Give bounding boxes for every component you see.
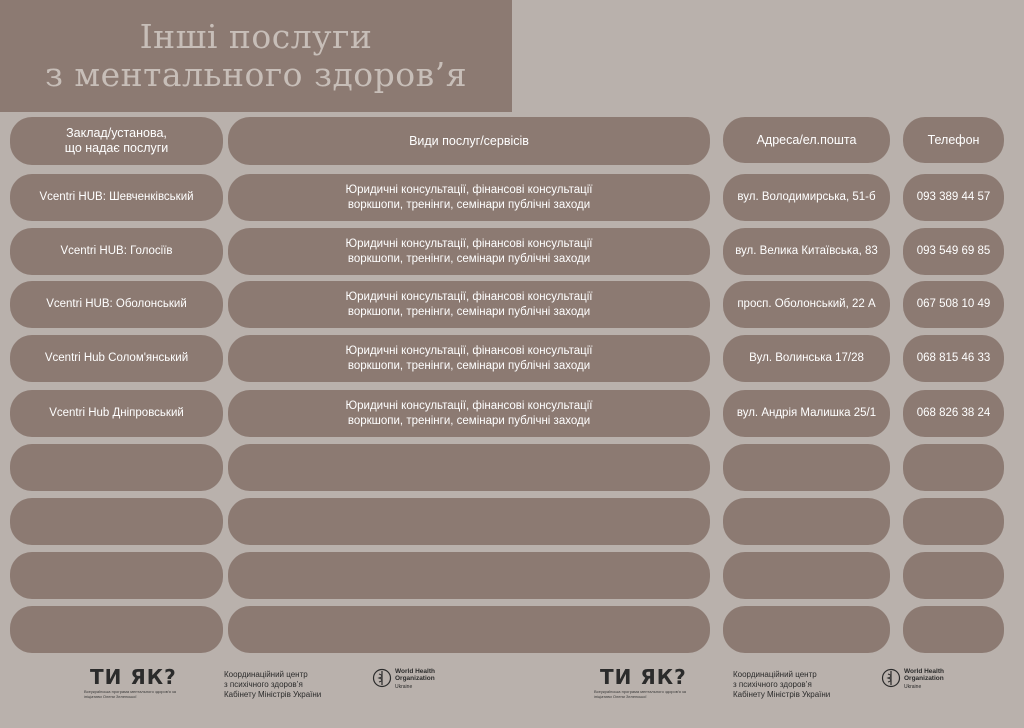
row-2-services: Юридичні консультації, фінансові консультації воркшопи, тренінги, семінари публічні заходи [228,228,710,275]
row-2-phone: 093 549 69 85 [903,228,1004,275]
header-services: Види послуг/сервісів [228,117,710,165]
row-1-phone: 093 389 44 57 [903,174,1004,221]
row-2-institution: Vcentri HUB: Голосіїв [10,228,223,275]
coordination-center-text-2: Координаційний центр з психічного здоров’я Кабінету Міністрів України [733,670,831,699]
who-emblem-icon-2 [881,668,901,688]
row-4-phone: 068 815 46 33 [903,335,1004,382]
header-phone: Телефон [903,117,1004,163]
who-name-2: World Health Organization [904,668,944,682]
row-6-address [723,444,890,491]
row-4-address: Вул. Волинська 17/28 [723,335,890,382]
row-1-services: Юридичні консультації, фінансові консультації воркшопи, тренінги, семінари публічні заходи [228,174,710,221]
row-1-address: вул. Володимирська, 51-б [723,174,890,221]
row-7-institution [10,498,223,545]
row-9-phone [903,606,1004,653]
who-country: Ukraine [395,684,413,690]
row-3-institution: Vcentri HUB: Оболонський [10,281,223,328]
tiyak-logo: ТИ ЯК? [90,665,177,689]
row-7-address [723,498,890,545]
row-2-address: вул. Велика Китаївська, 83 [723,228,890,275]
row-8-institution [10,552,223,599]
row-6-services [228,444,710,491]
row-3-address: просп. Оболонський, 22 А [723,281,890,328]
row-9-address [723,606,890,653]
row-6-phone [903,444,1004,491]
row-3-services: Юридичні консультації, фінансові консультації воркшопи, тренінги, семінари публічні заходи [228,281,710,328]
row-9-services [228,606,710,653]
row-7-phone [903,498,1004,545]
page-title-line-2: з ментального здоров’я [44,55,468,94]
tiyak-subtitle: Всеукраїнська програма ментального здоров'я за ініціативи Олени Зеленської [84,689,176,699]
title-banner [0,0,512,112]
row-6-institution [10,444,223,491]
page-title-line-1: Інші послуги [139,17,373,56]
who-logo-2 [881,668,944,690]
row-3-phone: 067 508 10 49 [903,281,1004,328]
row-5-institution: Vcentri Hub Дніпровський [10,390,223,437]
who-emblem-icon [372,668,392,688]
footer-logos [0,662,1024,702]
row-8-address [723,552,890,599]
row-5-phone: 068 826 38 24 [903,390,1004,437]
header-institution: Заклад/установа, що надає послуги [10,117,223,165]
row-9-institution [10,606,223,653]
who-name: World Health Organization [395,668,435,682]
row-5-services: Юридичні консультації, фінансові консультації воркшопи, тренінги, семінари публічні заходи [228,390,710,437]
row-4-services: Юридичні консультації, фінансові консультації воркшопи, тренінги, семінари публічні заходи [228,335,710,382]
row-4-institution: Vcentri Hub Солом'янський [10,335,223,382]
coordination-center-text: Координаційний центр з психічного здоров’я Кабінету Міністрів України [224,670,322,699]
row-5-address: вул. Андрія Малишка 25/1 [723,390,890,437]
tiyak-subtitle-2: Всеукраїнська програма ментального здоров'я за ініціативи Олени Зеленської [594,689,686,699]
who-country-2: Ukraine [904,684,922,690]
row-8-phone [903,552,1004,599]
who-logo [372,668,435,690]
page-title [0,18,512,94]
row-7-services [228,498,710,545]
tiyak-logo-2: ТИ ЯК? [600,665,687,689]
row-1-institution: Vcentri HUB: Шевченківський [10,174,223,221]
row-8-services [228,552,710,599]
header-address: Адреса/ел.пошта [723,117,890,163]
